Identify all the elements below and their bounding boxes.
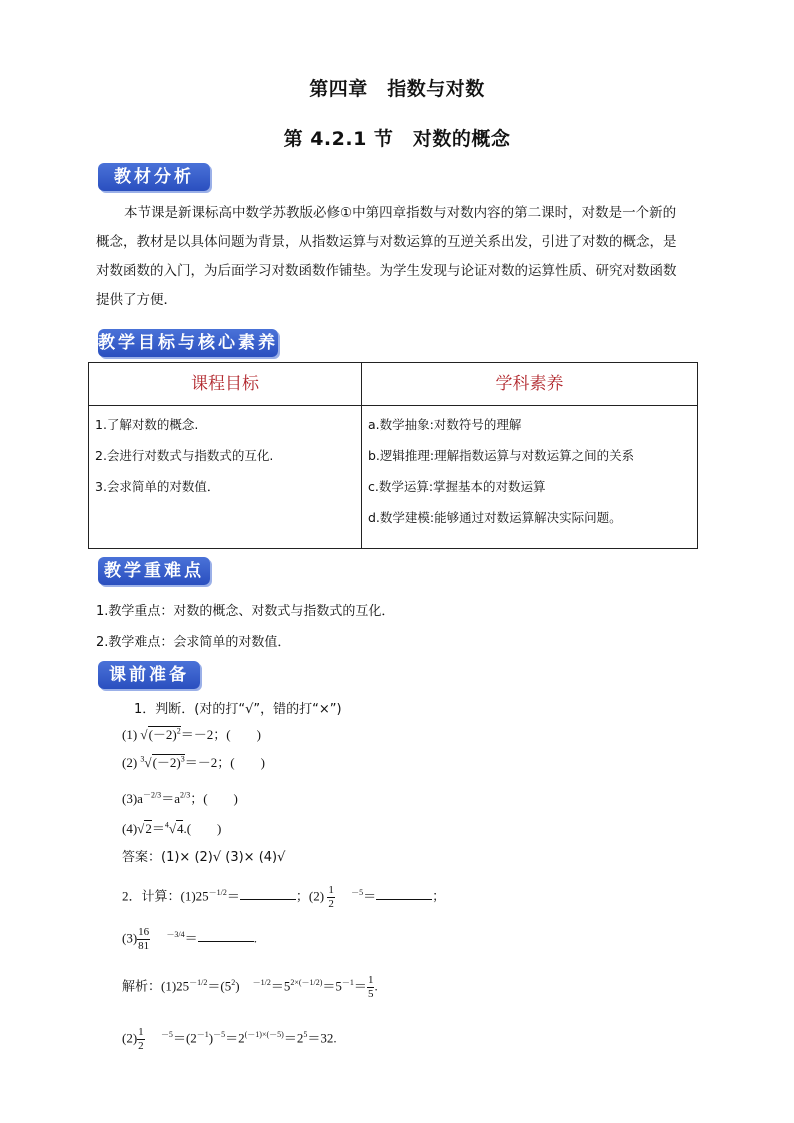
q1-item-3: $(3)a^{-2/3}=a^{2/3}$；( ) xyxy=(122,790,238,806)
table-header-course-goals: 课程目标 xyxy=(191,374,259,394)
q1-answer: 答案：(1)× (2)√ (3)× (4)√ xyxy=(122,850,286,865)
table-divider xyxy=(89,405,697,406)
q2-stem: 2．计算：$(1)25^{-1/2}=$ ；(2) $\frac{1}{2}$ $^{-5}$＝ ； xyxy=(122,884,446,910)
literacy-item: c.数学运算:掌握基本的对数运算 xyxy=(368,479,546,494)
goal-item: 3.会求简单的对数值． xyxy=(95,479,220,494)
analysis-text xyxy=(96,199,700,315)
literacy-item: a.数学抽象:对数符号的理解 xyxy=(368,417,522,432)
q1-item-1: (1) $√(-2)^2=-2$；( ) xyxy=(122,726,261,742)
key-point-item: 2.教学难点：会求简单的对数值． xyxy=(96,635,291,650)
literacy-item: b.逻辑推理:理解指数运算与对数运算之间的关系 xyxy=(368,448,635,463)
goals-badge: 教学目标与核心素养 xyxy=(98,329,278,357)
goal-item: 1.了解对数的概念. xyxy=(95,417,199,432)
literacy-item: d.数学建模:能够通过对数运算解决实际问题。 xyxy=(368,510,622,525)
goal-item: 2.会进行对数式与指数式的互化. xyxy=(95,448,274,463)
q1-item-2: (2) $^3√(-2)^3=-2$；( ) xyxy=(122,754,265,770)
goals-table xyxy=(88,362,698,549)
key-points-badge: 教学重难点 xyxy=(98,557,210,585)
analysis-badge: 教材分析 xyxy=(98,163,210,191)
analysis-line: 对数函数的入门，为后面学习对数函数作铺垫。为学生发现与论证对数的运算性质、研究对数函数 xyxy=(96,263,677,279)
key-point-item: 1.教学重点：对数的概念、对数式与指数式的互化． xyxy=(96,604,395,619)
table-header-literacy: 学科素养 xyxy=(495,374,564,394)
q1-item-4: (4)√2＝$^4$√4.( ) xyxy=(122,820,222,836)
q2-analysis: 解析：$(1)25^{-1/2}=(5^2)$ $^{-1/2}=5^{2\times(-1/2)}=5^{-1}=$ $\frac{1}{5}$ . xyxy=(122,974,378,1000)
analysis-line: 概念，教材是以具体问题为背景，从指数运算与对数运算的互逆关系出发，引进了对数的概念，是 xyxy=(96,234,677,250)
q1-stem: 1．判断．(对的打“√”，错的打“×”) xyxy=(134,702,342,717)
analysis-line: 本节课是新课标高中数学苏教版必修①中第四章指数与对数内容的第二课时，对数是一个新的 xyxy=(124,205,677,221)
analysis-line: 提供了方便． xyxy=(96,292,177,308)
preparation-badge: 课前准备 xyxy=(98,661,200,689)
q2-analysis-2: (2) $\frac{1}{2}$ $^{-5}=(2^{-1})^{-5}=2^{(-1)\times(-5)}=2^5=32$. xyxy=(122,1026,337,1052)
chapter-title: 第四章 指数与对数 xyxy=(309,78,485,100)
section-title: 第 4.2.1 节 对数的概念 xyxy=(283,128,511,150)
q2-item-3: (3) $\frac{16}{81}$ $^{-3/4}$＝ . xyxy=(122,926,257,952)
